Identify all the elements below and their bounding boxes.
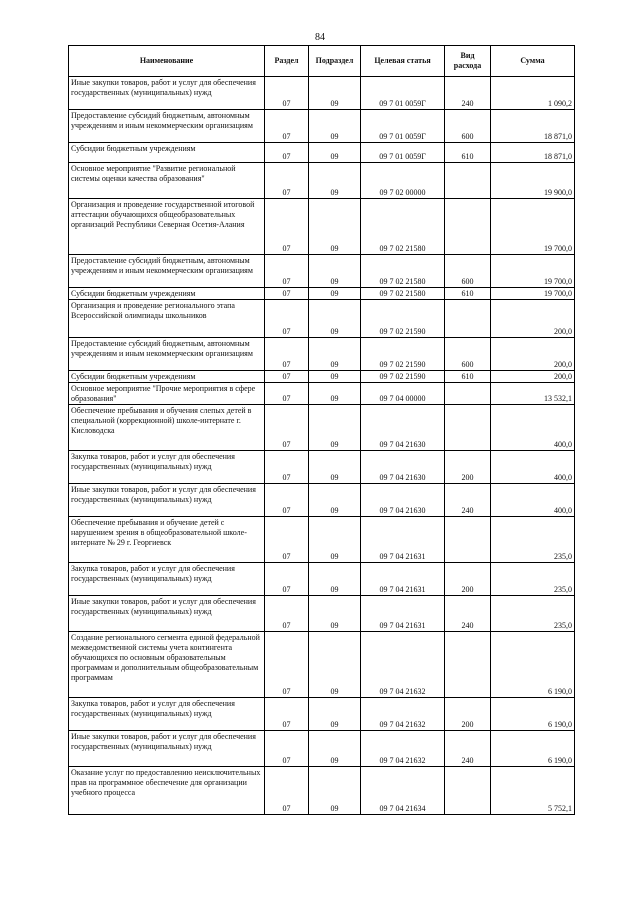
row-type: 200 — [445, 451, 491, 484]
row-section: 07 — [265, 405, 309, 451]
table-row — [69, 163, 575, 199]
header-section: Раздел — [265, 46, 309, 77]
row-section: 07 — [265, 767, 309, 815]
row-sum: 200,0 — [491, 371, 575, 383]
row-name: Закупка товаров, работ и услуг для обеспечения государственных (муниципальных) нужд — [69, 451, 265, 484]
row-type — [445, 632, 491, 698]
header-target: Целевая статья — [361, 46, 445, 77]
row-sum: 235,0 — [491, 596, 575, 632]
row-target: 09 7 02 21580 — [361, 199, 445, 255]
header-name: Наименование — [69, 46, 265, 77]
row-subsection: 09 — [309, 77, 361, 110]
row-sum: 19 700,0 — [491, 255, 575, 288]
row-section: 07 — [265, 563, 309, 596]
row-target: 09 7 01 0059Г — [361, 77, 445, 110]
row-sum: 19 900,0 — [491, 163, 575, 199]
row-subsection: 09 — [309, 371, 361, 383]
row-sum: 19 700,0 — [491, 199, 575, 255]
row-target: 09 7 02 21590 — [361, 300, 445, 338]
row-subsection: 09 — [309, 451, 361, 484]
row-name: Предоставление субсидий бюджетным, автономным учреждениям и иным некоммерческим организациям — [69, 338, 265, 371]
row-type — [445, 199, 491, 255]
row-name: Оказание услуг по предоставлению неисключительных прав на программное обеспечение для организации учебного процесса — [69, 767, 265, 815]
row-subsection: 09 — [309, 199, 361, 255]
row-section: 07 — [265, 255, 309, 288]
row-sum: 18 871,0 — [491, 143, 575, 163]
row-sum: 5 752,1 — [491, 767, 575, 815]
row-type: 610 — [445, 143, 491, 163]
page-number: 84 — [315, 32, 325, 43]
table-header-row — [69, 46, 575, 77]
row-target: 09 7 02 21590 — [361, 371, 445, 383]
row-sum: 400,0 — [491, 484, 575, 517]
row-target: 09 7 02 21590 — [361, 338, 445, 371]
table-row — [69, 484, 575, 517]
row-section: 07 — [265, 731, 309, 767]
row-target: 09 7 04 21634 — [361, 767, 445, 815]
row-name: Предоставление субсидий бюджетным, автономным учреждениям и иным некоммерческим организациям — [69, 255, 265, 288]
row-sum: 19 700,0 — [491, 288, 575, 300]
row-target: 09 7 04 21632 — [361, 731, 445, 767]
table-row — [69, 698, 575, 731]
table-row — [69, 517, 575, 563]
row-type — [445, 517, 491, 563]
table-row — [69, 300, 575, 338]
row-subsection: 09 — [309, 405, 361, 451]
row-type: 240 — [445, 596, 491, 632]
row-section: 07 — [265, 110, 309, 143]
row-name: Обеспечение пребывания и обучения слепых детей в специальной (коррекционной) школе-интернате г. Кисловодска — [69, 405, 265, 451]
row-type — [445, 163, 491, 199]
row-type: 200 — [445, 698, 491, 731]
row-target: 09 7 02 00000 — [361, 163, 445, 199]
row-target: 09 7 02 21580 — [361, 255, 445, 288]
row-name: Субсидии бюджетным учреждениям — [69, 371, 265, 383]
row-section: 07 — [265, 163, 309, 199]
row-name: Организация и проведение регионального этапа Всероссийской олимпиады школьников — [69, 300, 265, 338]
row-sum: 18 871,0 — [491, 110, 575, 143]
row-subsection: 09 — [309, 563, 361, 596]
row-subsection: 09 — [309, 484, 361, 517]
row-target: 09 7 04 00000 — [361, 383, 445, 405]
header-sum: Сумма — [491, 46, 575, 77]
row-section: 07 — [265, 288, 309, 300]
row-name: Закупка товаров, работ и услуг для обеспечения государственных (муниципальных) нужд — [69, 563, 265, 596]
row-subsection: 09 — [309, 767, 361, 815]
row-target: 09 7 04 21631 — [361, 596, 445, 632]
row-sum: 235,0 — [491, 563, 575, 596]
row-sum: 6 190,0 — [491, 731, 575, 767]
row-target: 09 7 04 21631 — [361, 563, 445, 596]
row-sum: 6 190,0 — [491, 698, 575, 731]
row-name: Обеспечение пребывания и обучение детей с нарушением зрения в общеобразовательной школе-интернате № 29 г. Георгиевск — [69, 517, 265, 563]
row-section: 07 — [265, 596, 309, 632]
row-name: Иные закупки товаров, работ и услуг для обеспечения государственных (муниципальных) нужд — [69, 484, 265, 517]
table-row — [69, 255, 575, 288]
table-row — [69, 383, 575, 405]
row-sum: 200,0 — [491, 300, 575, 338]
row-type: 240 — [445, 77, 491, 110]
row-type: 240 — [445, 484, 491, 517]
row-section: 07 — [265, 632, 309, 698]
row-type — [445, 383, 491, 405]
row-name: Иные закупки товаров, работ и услуг для обеспечения государственных (муниципальных) нужд — [69, 731, 265, 767]
table-row — [69, 596, 575, 632]
row-target: 09 7 04 21630 — [361, 451, 445, 484]
row-section: 07 — [265, 484, 309, 517]
row-sum: 400,0 — [491, 405, 575, 451]
row-type: 200 — [445, 563, 491, 596]
row-sum: 235,0 — [491, 517, 575, 563]
row-target: 09 7 04 21632 — [361, 632, 445, 698]
row-target: 09 7 04 21631 — [361, 517, 445, 563]
row-subsection: 09 — [309, 731, 361, 767]
row-subsection: 09 — [309, 698, 361, 731]
row-section: 07 — [265, 371, 309, 383]
row-section: 07 — [265, 143, 309, 163]
table-row — [69, 451, 575, 484]
row-name: Закупка товаров, работ и услуг для обеспечения государственных (муниципальных) нужд — [69, 698, 265, 731]
header-subsection: Подраздел — [309, 46, 361, 77]
row-type: 600 — [445, 110, 491, 143]
row-target: 09 7 04 21630 — [361, 405, 445, 451]
row-subsection: 09 — [309, 110, 361, 143]
row-type — [445, 405, 491, 451]
row-subsection: 09 — [309, 383, 361, 405]
row-subsection: 09 — [309, 632, 361, 698]
row-target: 09 7 04 21632 — [361, 698, 445, 731]
row-subsection: 09 — [309, 143, 361, 163]
row-section: 07 — [265, 383, 309, 405]
row-name: Субсидии бюджетным учреждениям — [69, 143, 265, 163]
row-section: 07 — [265, 517, 309, 563]
table-row — [69, 199, 575, 255]
header-type: Вид расхода — [445, 46, 491, 77]
budget-table — [68, 45, 575, 815]
row-sum: 13 532,1 — [491, 383, 575, 405]
row-section: 07 — [265, 300, 309, 338]
row-target: 09 7 02 21580 — [361, 288, 445, 300]
row-type: 240 — [445, 731, 491, 767]
table-row — [69, 731, 575, 767]
row-subsection: 09 — [309, 288, 361, 300]
row-name: Создание регионального сегмента единой федеральной межведомственной системы учета контингента обучающихся по основным образовательным программам и дополнительным общеобразовательным программам — [69, 632, 265, 698]
row-sum: 6 190,0 — [491, 632, 575, 698]
table-row — [69, 405, 575, 451]
row-type: 600 — [445, 338, 491, 371]
table-row — [69, 371, 575, 383]
table-row — [69, 767, 575, 815]
table-row — [69, 143, 575, 163]
table-row — [69, 77, 575, 110]
row-sum: 1 090,2 — [491, 77, 575, 110]
row-target: 09 7 04 21630 — [361, 484, 445, 517]
row-type: 610 — [445, 288, 491, 300]
row-subsection: 09 — [309, 517, 361, 563]
table-row — [69, 338, 575, 371]
table-row — [69, 288, 575, 300]
row-subsection: 09 — [309, 255, 361, 288]
row-target: 09 7 01 0059Г — [361, 110, 445, 143]
row-section: 07 — [265, 338, 309, 371]
row-name: Иные закупки товаров, работ и услуг для обеспечения государственных (муниципальных) нужд — [69, 77, 265, 110]
row-subsection: 09 — [309, 596, 361, 632]
row-section: 07 — [265, 451, 309, 484]
row-sum: 400,0 — [491, 451, 575, 484]
row-type: 610 — [445, 371, 491, 383]
row-target: 09 7 01 0059Г — [361, 143, 445, 163]
row-type: 600 — [445, 255, 491, 288]
row-subsection: 09 — [309, 300, 361, 338]
row-name: Основное мероприятие "Прочие мероприятия в сфере образования" — [69, 383, 265, 405]
row-section: 07 — [265, 199, 309, 255]
row-name: Иные закупки товаров, работ и услуг для обеспечения государственных (муниципальных) нужд — [69, 596, 265, 632]
row-section: 07 — [265, 698, 309, 731]
row-name: Предоставление субсидий бюджетным, автономным учреждениям и иным некоммерческим организациям — [69, 110, 265, 143]
row-name: Основное мероприятие "Развитие региональной системы оценки качества образования" — [69, 163, 265, 199]
row-section: 07 — [265, 77, 309, 110]
row-type — [445, 767, 491, 815]
row-sum: 200,0 — [491, 338, 575, 371]
row-type — [445, 300, 491, 338]
row-subsection: 09 — [309, 163, 361, 199]
table-row — [69, 632, 575, 698]
row-subsection: 09 — [309, 338, 361, 371]
table-row — [69, 563, 575, 596]
row-name: Организация и проведение государственной итоговой аттестации обучающихся общеобразовательных организаций Республики Северная Осетия-Алания — [69, 199, 265, 255]
table-row — [69, 110, 575, 143]
row-name: Субсидии бюджетным учреждениям — [69, 288, 265, 300]
